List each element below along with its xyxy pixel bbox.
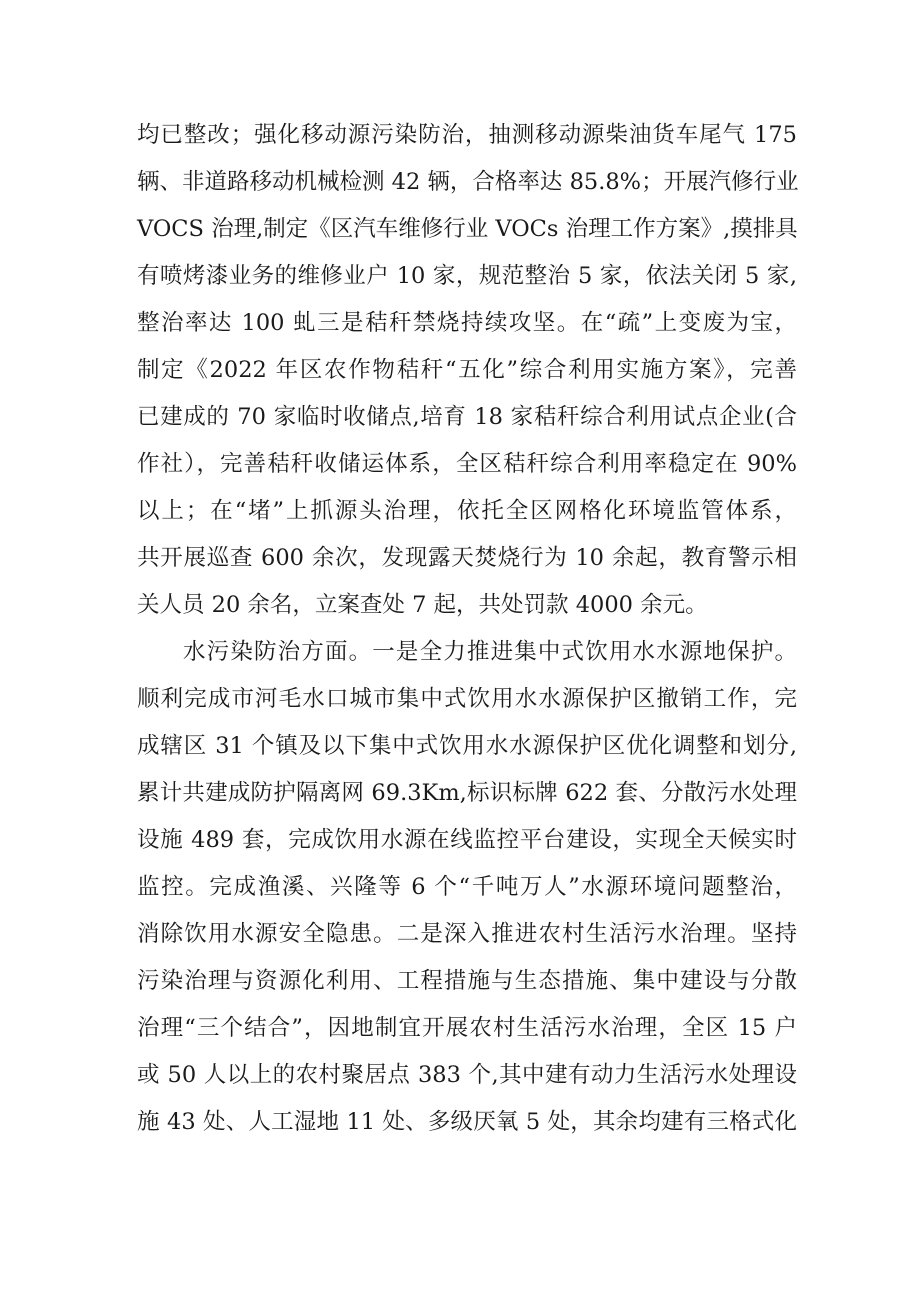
text-line: 辆、非道路移动机械检测 42 辆，合格率达 85.8%；开展汽修行业 [137, 169, 799, 195]
text-line: 累计共建成防护隔离网 69.3Km,标识标牌 622 套、分散污水处理 [137, 780, 797, 806]
text-line: 关人员 20 余名，立案查处 7 起，共处罚款 4000 余元。 [137, 592, 708, 618]
text-line: 成辖区 31 个镇及以下集中式饮用水水源保护区优化调整和划分, [137, 733, 797, 759]
text-line: 均已整改；强化移动源污染防治，抽测移动源柴油货车尾气 175 [137, 122, 797, 148]
text-line: 或 50 人以上的农村聚居点 383 个,其中建有动力生活污水处理设 [137, 1062, 797, 1088]
text-line: 顺利完成市河毛水口城市集中式饮用水水源保护区撤销工作，完 [137, 686, 797, 712]
text-line: 消除饮用水源安全隐患。二是深入推进农村生活污水治理。坚持 [137, 921, 797, 947]
text-line: 制定《2022 年区农作物秸秆“五化”综合利用实施方案》，完善 [137, 357, 797, 383]
text-line: 治理“三个结合”，因地制宜开展农村生活污水治理，全区 15 户 [137, 1015, 797, 1041]
text-line: 作社），完善秸秆收储运体系，全区秸秆综合利用率稳定在 90% [137, 451, 797, 477]
text-line: VOCS 治理,制定《区汽车维修行业 VOCs 治理工作方案》,摸排具 [137, 216, 798, 242]
text-line: 以上；在“堵”上抓源头治理，依托全区网格化环境监管体系， [137, 498, 797, 524]
text-line: 有喷烤漆业务的维修业户 10 家，规范整治 5 家，依法关闭 5 家, [137, 263, 797, 289]
text-line: 监控。完成渔溪、兴隆等 6 个“千吨万人”水源环境问题整治， [137, 874, 797, 900]
text-line: 设施 489 套，完成饮用水源在线监控平台建设，实现全天候实时 [137, 827, 797, 853]
text-line: 污染治理与资源化利用、工程措施与生态措施、集中建设与分散 [137, 968, 797, 994]
text-line: 已建成的 70 家临时收储点,培育 18 家秸秆综合利用试点企业(合 [137, 404, 797, 430]
paragraph-first-line: 水污染防治方面。一是全力推进集中式饮用水水源地保护。 [183, 639, 797, 665]
text-line: 整治率达 100 虬三是秸秆禁烧持续攻坚。在“疏”上变废为宝， [137, 310, 797, 336]
text-line: 共开展巡查 600 余次，发现露天焚烧行为 10 余起，教育警示相 [137, 545, 797, 571]
text-line: 施 43 处、人工湿地 11 处、多级厌氧 5 处，其余均建有三格式化 [137, 1109, 797, 1135]
